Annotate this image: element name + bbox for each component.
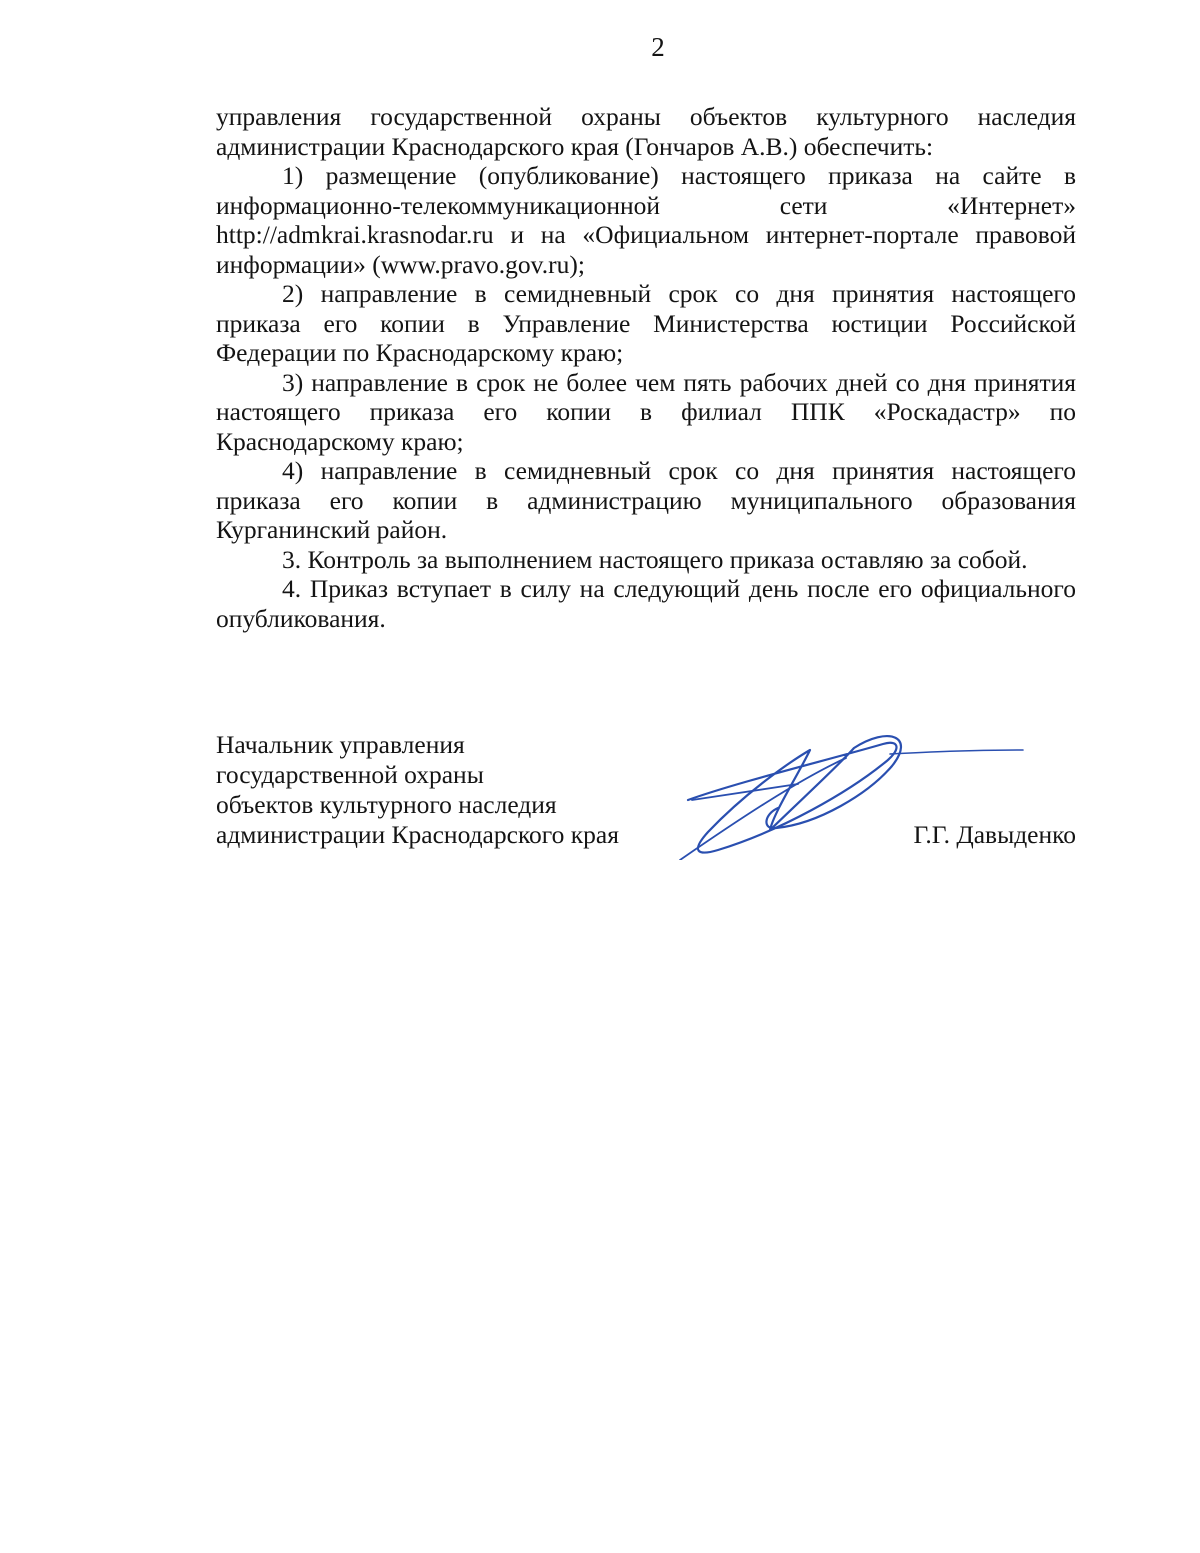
signature-block: [216, 730, 1076, 890]
signer-position: [216, 730, 619, 850]
signer-position-line: администрации Краснодарского края: [216, 820, 619, 849]
signer-position-line: объектов культурного наследия: [216, 790, 557, 819]
paragraph-item-3: 3) направление в срок не более чем пять рабочих дней со дня принятия настоящего приказа его копии в филиал ППК «Роскадастр» по Краснодарскому краю;: [216, 367, 1076, 456]
paragraph-item-1: 1) размещение (опубликование) настоящего приказа на сайте в информационно-телекоммуникационной сети «Интернет» http://admkrai.krasnodar.ru и на «Официальном интернет-портале правовой информации» (www.pravo.gov.ru);: [216, 161, 1076, 279]
paragraph-item-4: 4) направление в семидневный срок со дня принятия настоящего приказа его копии в администрацию муниципального образования Курганинский район.: [216, 456, 1076, 544]
paragraph-intro: управления государственной охраны объектов культурного наследия администрации Краснодарского края (Гончаров А.В.) обеспечить:: [216, 102, 1076, 161]
paragraph-clause-3: 3. Контроль за выполнением настоящего приказа оставляю за собой.: [282, 544, 1028, 574]
paragraph-item-2: 2) направление в семидневный срок со дня принятия настоящего приказа его копии в Управление Министерства юстиции Российской Федерации по Краснодарскому краю;: [216, 279, 1076, 367]
signer-position-line: государственной охраны: [216, 760, 484, 789]
signer-name: Г.Г. Давыденко: [913, 820, 1076, 849]
signer-position-line: Начальник управления: [216, 730, 465, 759]
page-number: 2: [651, 32, 665, 62]
document-body: [216, 102, 1076, 633]
paragraph-clause-4: 4. Приказ вступает в силу на следующий день после его официального опубликования.: [216, 574, 1076, 633]
